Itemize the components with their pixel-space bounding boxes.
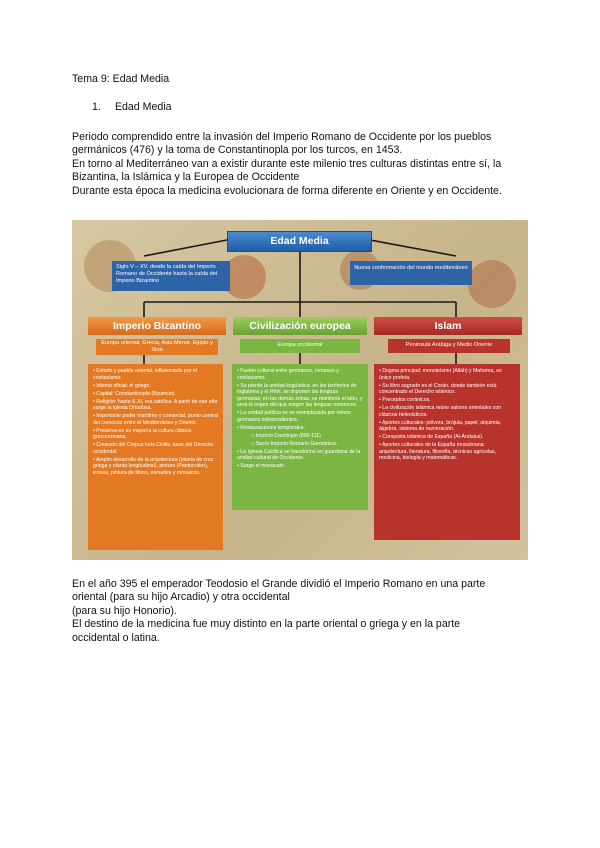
byzantine-item: • Preserva en su mayoría la cultura clásica grecorromana.: [93, 427, 192, 441]
european-item: • Se pierde la unidad lingüística: en los territorios de Inglaterra y el Rhin, se imponen las lenguas germanas; en las demás zonas, se mantiene el latín, y será el origen del que surgen las lenguas romances.: [237, 382, 363, 409]
byzantine-item: • Creación del Corpus Iuris Civilis, base del Derecho occidental.: [93, 442, 214, 455]
islam-item: • Aportes culturales: pólvora, brújula, papel, alquimia, álgebra, sistema de numeración.: [379, 419, 502, 433]
byzantine-details: [88, 364, 223, 550]
closing-paragraph: [72, 578, 542, 645]
section-number: 1.: [92, 101, 101, 113]
diagram-title-box: [227, 231, 372, 252]
mediterranean-note: Nueva conformación del mundo mediterráneo: [350, 261, 472, 285]
intro-line: germánicos (476) y la toma de Constantinopla por los turcos, en 1453.: [72, 144, 403, 157]
closing-line: En el año 395 el emperador Teodosio el Grande dividió el Imperio Romano en una parte: [72, 578, 486, 590]
islam-item: • Conquista islámica de España (Al-Ándalus).: [379, 434, 484, 441]
islam-details: [374, 364, 520, 540]
islam-region: Península Arábiga y Medio Oriente: [388, 339, 510, 353]
edad-media-diagram: [72, 220, 528, 560]
diagram-title: Edad Media: [270, 235, 329, 247]
european-item: • Fusión cultural entre germanos, romanos y cristianismo.: [237, 368, 339, 381]
closing-line: El destino de la medicina fue muy distinto en la parte oriental o griega y en la parte: [72, 618, 461, 631]
islam-item: • La civilización islámica reúne valores orientales con clásicos helenísticos.: [379, 405, 502, 418]
byzantine-item: • Idioma oficial: el griego.: [93, 382, 151, 389]
intro-paragraph: [72, 131, 542, 198]
byzantine-item: • Importante poder marítimo y comercial, punto central del comercio entre el Mediterráneo y Oriente.: [93, 413, 218, 426]
european-details: [232, 364, 368, 510]
european-region: Europa occidental: [240, 339, 360, 353]
byzantine-item: • Religión: hasta S.XI, era católica. A partir de ese año surge la iglesia Ortodoxa.: [93, 398, 218, 412]
islam-item: • Dogma principal: monoteísmo (Alláh) y Mahoma, su único profeta.: [379, 368, 502, 381]
intro-line: Durante esta época la medicina evolucionara de forma diferente en Oriente y en Occidente.: [72, 184, 502, 197]
byzantine-item: • Estado y pueblo oriental, influenciado por el cristianismo.: [93, 368, 197, 381]
european-item: • Restauraciones temporales:: [237, 424, 305, 431]
european-item: • La unidad política se ve reemplazada por reinos germanos independientes.: [237, 410, 351, 423]
islam-item: • Preceptos coránicos.: [379, 397, 431, 404]
intro-line: En torno al Mediterráneo van a existir durante este milenio tres culturas distintas entre sí, la: [72, 157, 502, 170]
islam-header: Islam: [374, 317, 522, 335]
european-item: • La Iglesia Católica se transforma en guardiana de la unidad cultural de Occidente.: [237, 448, 361, 462]
byzantine-item: • Capital: Constantinopla (Bizancio).: [93, 390, 176, 397]
timeframe-note: Siglo V – XV, desde la caída del Imperio Romano de Occidente hasta la caída del Imperio Bizantino: [112, 261, 230, 291]
islam-item: • Su libro sagrado es el Corán, donde también está concentrado el Derecho islámico.: [379, 382, 497, 396]
intro-line: Bizantina, la Islámica y la Europea de Occidente: [72, 171, 300, 184]
islam-item: • Aportes culturales de la España musulmana: arquitectura, literatura, filosofía, técnicas agrícolas, medicina, biología y matemáticas.: [379, 442, 497, 462]
byzantine-item: • Amplio desarrollo de la arquitectura (planta de cruz griega y planta longitudinal), pintura (Pantocrátor), iconos, pintura de libros, esmaltes y mosaicos.: [93, 456, 214, 477]
closing-line: (para su hijo Honorio).: [72, 604, 177, 617]
european-item: ○ Sacro Imperio Romano Germánico.: [251, 440, 338, 447]
section-title: Edad Media: [114, 101, 172, 113]
closing-line: oriental (para su hijo Arcadio) y otra occidental: [72, 591, 290, 604]
european-item: ○ Imperio Carolingio (800-111): [251, 432, 321, 439]
european-item: • Surge el monacato.: [237, 463, 286, 470]
intro-line: Periodo comprendido entre la invasión del Imperio Romano de Occidente por los pueblos: [72, 131, 492, 143]
byzantine-header: Imperio Bizantino: [88, 317, 226, 335]
chapter-title: Tema 9: Edad Media: [72, 73, 170, 85]
closing-line: occidental o latina.: [72, 631, 160, 644]
byzantine-region: Europa oriental, Grecia, Asia Menor, Egipto y Siria: [96, 339, 218, 355]
section-heading: [92, 101, 172, 114]
european-header: Civilización europea: [233, 317, 367, 335]
